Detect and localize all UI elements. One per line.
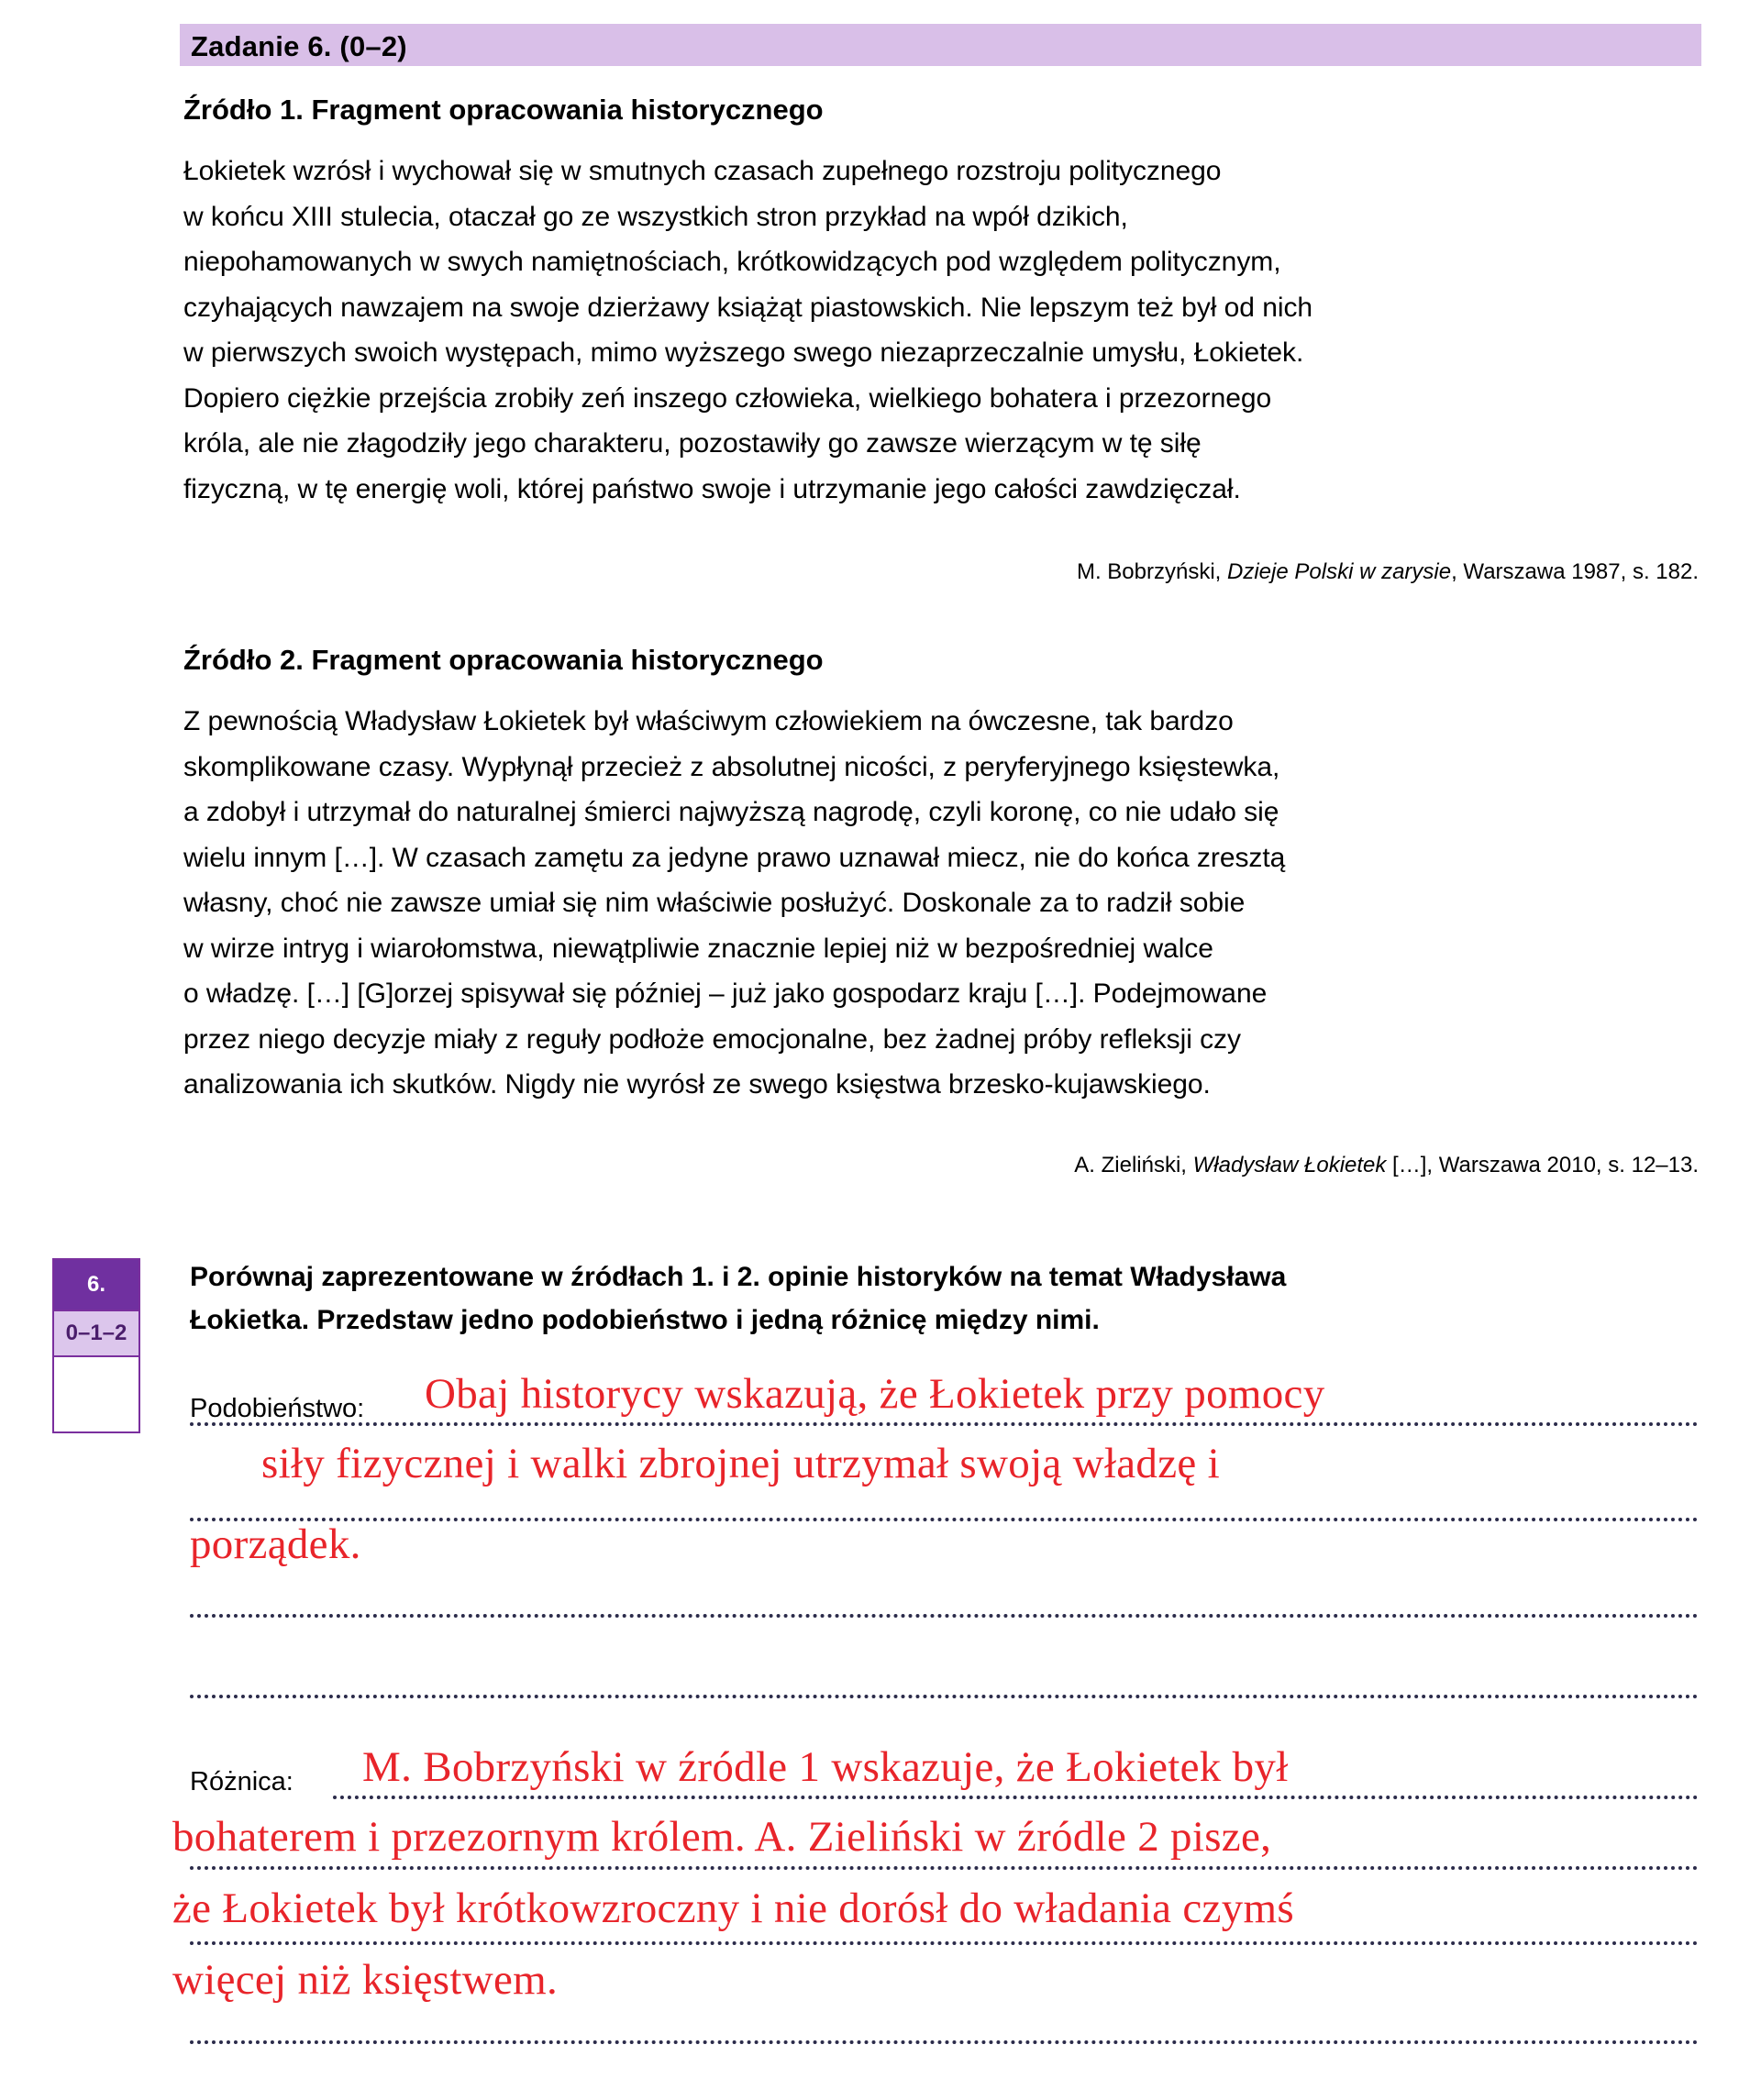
source-2-line: wielu innym […]. W czasach zamętu za jedyne prawo uznawał miecz, nie do końca zresztą <box>183 842 1286 873</box>
answer-rule-4[interactable] <box>190 1695 1699 1698</box>
task-command <box>190 1255 1699 1342</box>
source-2-line: a zdobył i utrzymał do naturalnej śmierci najwyższą nagrodę, czyli koronę, co nie udało się <box>183 797 1279 827</box>
difference-label: Różnica: <box>190 1767 294 1796</box>
source-1-line: fizyczną, w tę energię woli, której państwo swoje i utrzymanie jego całości zawdzięczał. <box>183 473 1241 504</box>
source-1-credit-work: Dzieje Polski w zarysie <box>1227 559 1452 584</box>
source-1-line: czyhających nawzajem na swoje dzierżawy książąt piastowskich. Nie lepszym też był od nich <box>183 292 1313 323</box>
score-box <box>52 1258 140 1433</box>
source-1-credit-rest: , Warszawa 1987, s. 182. <box>1451 559 1699 584</box>
source-2-credit-work: Władysław Łokietek <box>1192 1153 1387 1177</box>
answer-rule-1[interactable] <box>190 1422 1699 1426</box>
answer-rule-3[interactable] <box>190 1614 1699 1618</box>
source-1-title: Źródło 1. Fragment opracowania historycznego <box>183 94 824 126</box>
source-1-line: Łokietek wzrósł i wychował się w smutnych czasach zupełnego rozstroju politycznego <box>183 156 1222 186</box>
source-2-body <box>183 699 1697 1108</box>
source-2-line: własny, choć nie zawsze umiał się nim właściwie posłużyć. Doskonale za to radził sobie <box>183 888 1246 918</box>
source-2-line: o władzę. […] [G]orzej spisywał się później – już jako gospodarz kraju […]. Podejmowane <box>183 978 1268 1009</box>
source-1-credit <box>183 558 1699 587</box>
answer-rule-7[interactable] <box>190 1941 1699 1945</box>
score-box-awarded-field[interactable] <box>54 1357 138 1430</box>
source-2-title: Źródło 2. Fragment opracowania historycznego <box>183 644 824 676</box>
task-command-line: Łokietka. Przedstaw jedno podobieństwo i jedną różnicę między nimi. <box>190 1305 1100 1335</box>
difference-answer-line[interactable]: bohaterem i przezornym królem. A. Zieliński w źródle 2 pisze, <box>172 1813 1272 1861</box>
source-2-line: analizowania ich skutków. Nigdy nie wyrósł ze swego księstwa brzesko-kujawskiego. <box>183 1069 1211 1100</box>
source-2-credit <box>183 1151 1699 1180</box>
answer-rule-8[interactable] <box>190 2040 1699 2044</box>
difference-answer-line[interactable]: że Łokietek był krótkowzroczny i nie dorósł do władania czymś <box>172 1884 1294 1932</box>
difference-answer-line[interactable]: więcej niż księstwem. <box>172 1956 559 2004</box>
task-command-line: Porównaj zaprezentowane w źródłach 1. i 2. opinie historyków na temat Władysława <box>190 1262 1287 1292</box>
difference-answer-line[interactable]: M. Bobrzyński w źródle 1 wskazuje, że Łokietek był <box>362 1743 1289 1791</box>
task-header-label: Zadanie 6. (0–2) <box>191 30 407 62</box>
source-2-line: przez niego decyzje miały z reguły podłoże emocjonalne, bez żadnej próby refleksji czy <box>183 1023 1241 1055</box>
similarity-answer-line[interactable]: siły fizycznej i walki zbrojnej utrzymał swoją władzę i <box>261 1440 1220 1487</box>
similarity-answer-line[interactable]: porządek. <box>190 1520 361 1568</box>
score-box-task-number: 6. <box>54 1260 138 1310</box>
source-1-line: króla, ale nie złagodziły jego charakteru, pozostawiły go zawsze wierzącym w tę siłę <box>183 428 1202 459</box>
similarity-answer-line[interactable]: Obaj historycy wskazują, że Łokietek przy pomocy <box>425 1370 1325 1418</box>
source-1-line: Dopiero ciężkie przejścia zrobiły zeń inszego człowieka, wielkiego bohatera i przezornego <box>183 382 1272 414</box>
similarity-label: Podobieństwo: <box>190 1394 365 1423</box>
source-2-credit-author: A. Zieliński, <box>1074 1153 1193 1177</box>
answer-rule-6[interactable] <box>190 1866 1699 1870</box>
task-header-band <box>180 24 1701 66</box>
source-1-line: w końcu XIII stulecia, otaczał go ze wszystkich stron przykład na wpół dzikich, <box>183 201 1128 232</box>
source-2-line: Z pewnością Władysław Łokietek był właściwym człowiekiem na ówczesne, tak bardzo <box>183 706 1234 736</box>
source-1-credit-author: M. Bobrzyński, <box>1076 559 1228 584</box>
answer-rule-5[interactable] <box>333 1796 1699 1799</box>
answer-rule-2[interactable] <box>190 1518 1699 1521</box>
score-box-point-range: 0–1–2 <box>54 1310 138 1357</box>
source-2-line: w wirze intryg i wiarołomstwa, niewątpliwie znacznie lepiej niż w bezpośredniej walce <box>183 933 1213 964</box>
source-1-body <box>183 149 1697 512</box>
source-1-line: niepohamowanych w swych namiętnościach, krótkowidzących pod względem politycznym, <box>183 247 1281 277</box>
source-1-line: w pierwszych swoich występach, mimo wyższego swego niezaprzeczalnie umysłu, Łokietek. <box>183 337 1304 368</box>
source-2-line: skomplikowane czasy. Wypłynął przecież z absolutnej nicości, z peryferyjnego księstewka, <box>183 751 1280 782</box>
source-2-credit-rest: […], Warszawa 2010, s. 12–13. <box>1386 1153 1699 1177</box>
